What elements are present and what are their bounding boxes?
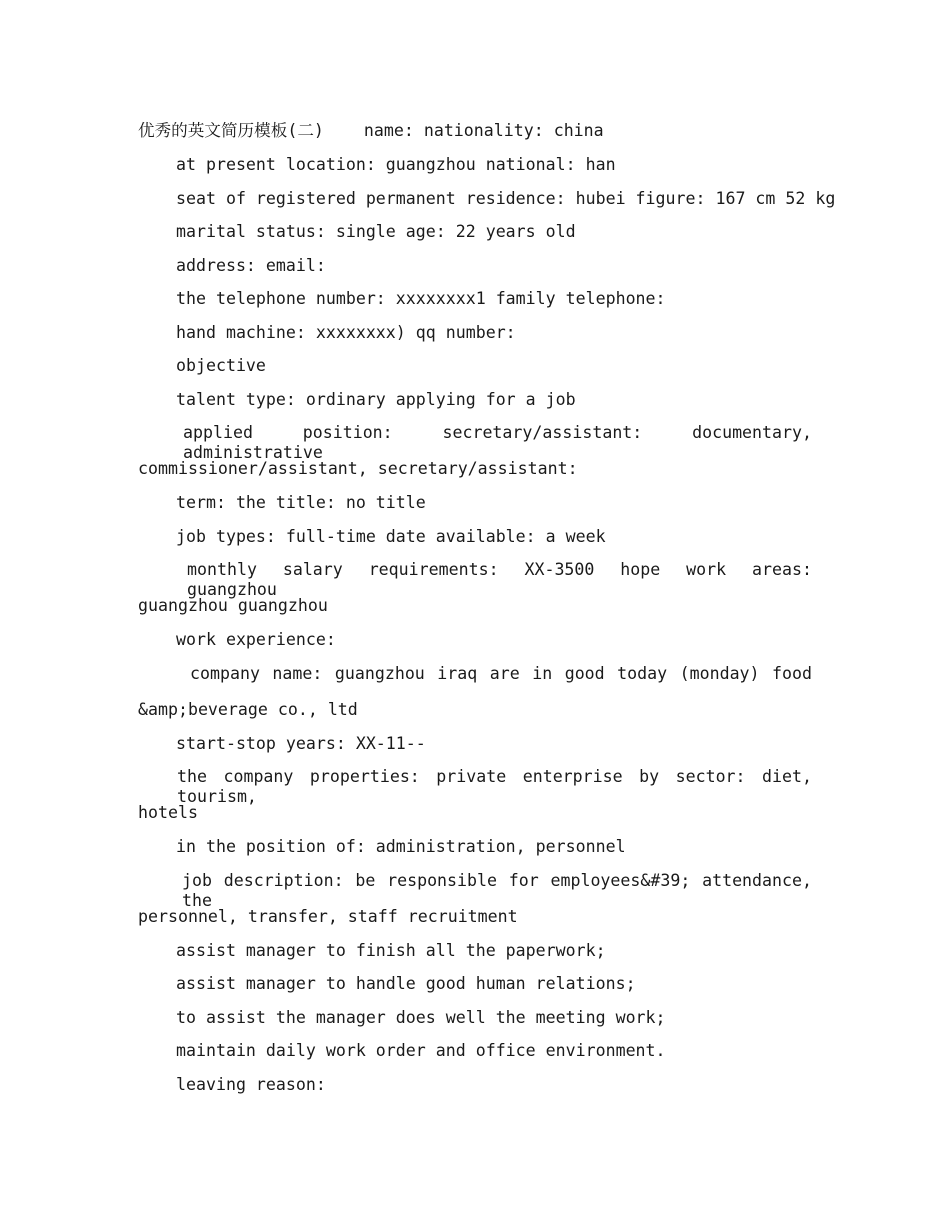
term-line: term: the title: no title	[176, 493, 426, 512]
text-line: marital status: single age: 22 years old	[176, 222, 576, 241]
document-title: 优秀的英文简历模板(二)	[138, 121, 324, 140]
section-heading-work-experience: work experience:	[176, 630, 336, 649]
leaving-reason-line: leaving reason:	[176, 1075, 326, 1094]
text-line: talent type: ordinary applying for a job	[176, 390, 576, 409]
company-properties-line: the company properties: private enterprise by sector: diet, tourism,	[177, 767, 812, 806]
company-name-line: company name: guangzhou iraq are in good today (monday) food	[190, 664, 812, 683]
document-title-line	[138, 121, 604, 141]
duty-line: maintain daily work order and office environment.	[176, 1041, 666, 1060]
salary-line: monthly salary requirements: XX-3500 hope work areas: guangzhou	[187, 560, 812, 599]
salary-continuation: guangzhou guangzhou	[138, 596, 328, 615]
duty-line: to assist the manager does well the meeting work;	[176, 1008, 666, 1027]
job-description-line: job description: be responsible for employees&#39; attendance, the	[182, 871, 812, 910]
text-line: at present location: guangzhou national: han	[176, 155, 616, 174]
text-line: address: email:	[176, 256, 326, 275]
text-line: the telephone number: xxxxxxxx1 family telephone:	[176, 289, 666, 308]
duty-line: assist manager to handle good human relations;	[176, 974, 636, 993]
applied-position-continuation: commissioner/assistant, secretary/assistant:	[138, 459, 578, 478]
header-fields: name: nationality: china	[363, 121, 604, 140]
job-description-continuation: personnel, transfer, staff recruitment	[138, 907, 518, 926]
duty-line: assist manager to finish all the paperwork;	[176, 941, 606, 960]
company-name-continuation: &amp;beverage co., ltd	[138, 700, 358, 719]
applied-position-line: applied position: secretary/assistant: documentary, administrative	[183, 423, 812, 462]
job-types-line: job types: full-time date available: a week	[176, 527, 606, 546]
text-line: seat of registered permanent residence: hubei figure: 167 cm 52 kg	[176, 189, 836, 208]
text-line: hand machine: xxxxxxxx) qq number:	[176, 323, 516, 342]
start-stop-line: start-stop years: XX-11--	[176, 734, 426, 753]
section-heading-objective: objective	[176, 356, 266, 375]
position-line: in the position of: administration, personnel	[176, 837, 626, 856]
company-properties-continuation: hotels	[138, 803, 198, 822]
